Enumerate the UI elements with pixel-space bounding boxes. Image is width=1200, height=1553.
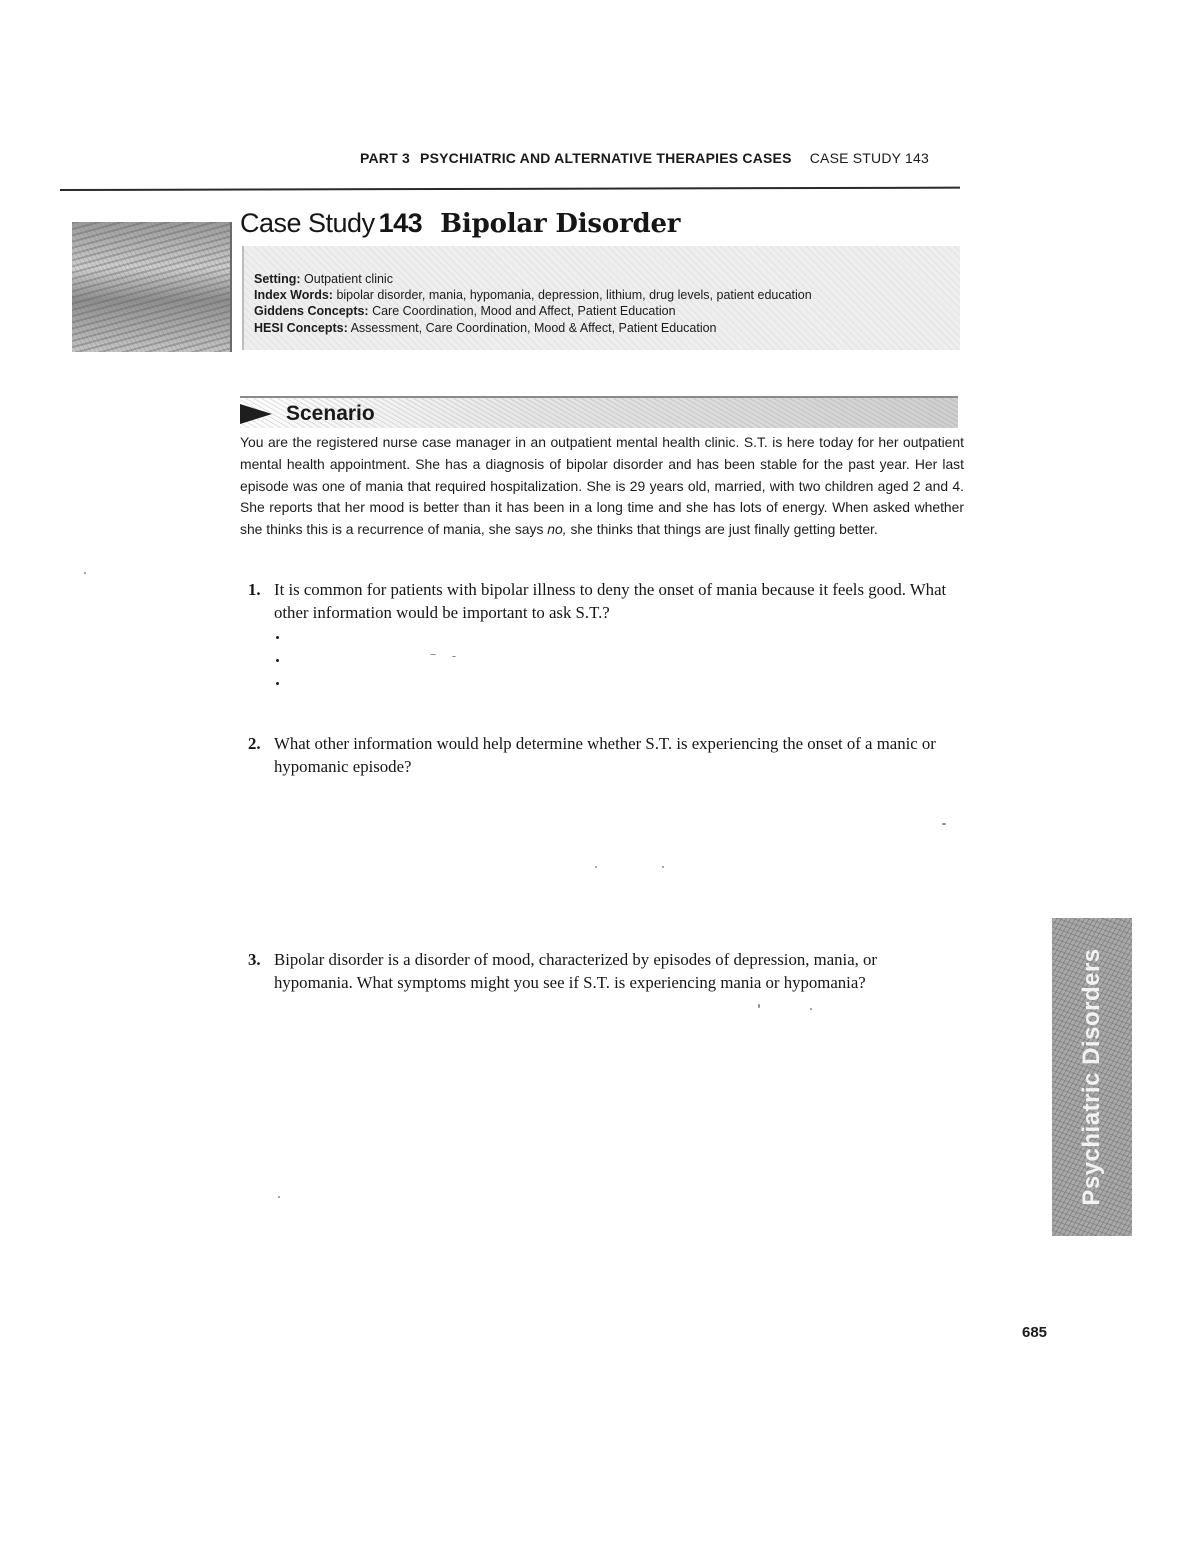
scenario-heading: Scenario — [286, 402, 375, 425]
answer-bullet — [276, 659, 279, 662]
scan-speck — [662, 866, 664, 868]
scenario-text-italic: no, — [547, 521, 567, 538]
hesi-concepts-label: HESI Concepts: — [254, 321, 348, 335]
index-words-label: Index Words: — [254, 288, 333, 302]
scan-speck — [810, 1008, 812, 1010]
answer-bullet — [276, 682, 279, 685]
scan-speck — [278, 1196, 280, 1198]
header-part: PART 3 — [360, 150, 410, 166]
scan-speck — [942, 823, 946, 825]
setting-value: Outpatient clinic — [304, 272, 393, 286]
hesi-concepts-line — [254, 321, 717, 335]
giddens-concepts-value: Care Coordination, Mood and Affect, Patient Education — [372, 304, 676, 318]
concepts-box — [242, 246, 960, 350]
arrow-right-icon — [240, 404, 272, 424]
question-text: It is common for patients with bipolar illness to deny the onset of mania because it feels good. What other information would be important to ask S.T.? — [274, 580, 947, 622]
question-number: 1. — [248, 580, 261, 599]
case-title-name: Bipolar Disorder — [440, 209, 681, 239]
setting-line — [254, 272, 393, 286]
header-section: PSYCHIATRIC AND ALTERNATIVE THERAPIES CASES — [420, 150, 792, 166]
question-text: Bipolar disorder is a disorder of mood, characterized by episodes of depression, mania, or hypomania. What symptoms might you see if S.T. is experiencing mania or hypomania? — [274, 950, 878, 992]
hesi-concepts-value: Assessment, Care Coordination, Mood & Affect, Patient Education — [350, 321, 717, 335]
case-title-prefix: Case Study — [240, 208, 375, 238]
side-tab — [1052, 918, 1132, 1236]
page-number: 685 — [1022, 1324, 1048, 1341]
scan-speck — [84, 572, 86, 574]
index-words-value: bipolar disorder, mania, hypomania, depression, lithium, drug levels, patient education — [336, 288, 812, 302]
question-number: 3. — [248, 950, 261, 969]
scenario-heading-bar — [240, 396, 958, 428]
giddens-concepts-label: Giddens Concepts: — [254, 304, 369, 318]
scenario-text — [240, 432, 964, 541]
scenario-text-end: she thinks that things are just finally getting better. — [566, 521, 878, 538]
running-header — [360, 150, 960, 166]
giddens-concepts-line — [254, 304, 676, 318]
setting-label: Setting: — [254, 272, 301, 286]
scan-speck — [595, 866, 597, 868]
case-title-number: 143 — [378, 208, 423, 238]
side-tab-label: Psychiatric Disorders — [1078, 948, 1105, 1206]
header-case-label: CASE STUDY 143 — [809, 150, 929, 166]
case-title — [240, 208, 680, 239]
decorative-texture-block — [72, 222, 232, 352]
question-number: 2. — [248, 734, 261, 753]
question-1 — [248, 578, 948, 624]
scan-speck — [758, 1004, 760, 1008]
question-2 — [248, 732, 948, 778]
scan-speck — [430, 654, 436, 655]
question-3 — [248, 948, 948, 994]
index-words-line — [254, 288, 812, 302]
header-rule — [60, 187, 960, 191]
question-text: What other information would help determine whether S.T. is experiencing the onset of a manic or hypomanic episode? — [274, 734, 936, 776]
scenario-text-main: You are the registered nurse case manager in an outpatient mental health clinic. S.T. is here today for her outpatient mental health appointment. She has a diagnosis of bipolar disorder and has been stable for the past year. Her last episode was one of mania that required hospitalization. She is 29 years old, married, with two children aged 2 and 4. She reports that her mood is better than it has been in a long time and she has lots of energy. When asked whether she thinks this is a recurrence of mania, she says — [240, 434, 964, 538]
scan-speck — [452, 656, 456, 657]
answer-bullet — [276, 636, 279, 639]
